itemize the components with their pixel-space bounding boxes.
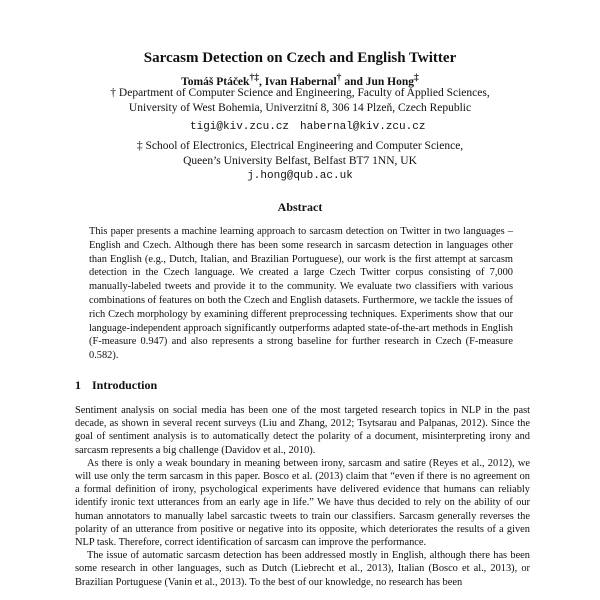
author-affiliation-mark: ‡ — [414, 72, 419, 83]
email-address: habernal@kiv.zcu.cz — [300, 121, 426, 133]
affiliation-1-line-2: University of West Bohemia, Univerzitní 8, 306 14 Plzeň, Czech Republic — [128, 102, 472, 114]
author-name: Jun Hong — [365, 75, 415, 88]
body-paragraph: The issue of automatic sarcasm detection has been addressed mostly in English, although there has been some research in other languages, such as Dutch (Liebrecht et al., 2013), Italian (Bosco et al., 2013), or Brazilian Portuguese (Vanin et al., 2013). To the best of our knowledge, no research has been — [75, 550, 530, 588]
body-paragraph: As there is only a weak boundary in meaning between irony, sarcasm and satire (Reyes et al., 2012), we will use only the term sarcasm in this paper. Bosco et al. (2013) claim that “even if there is no agreement on a formal definition of irony, psychological experiments have delivered evidence that humans can reliably identify ironic text utterances from an early age in life.” We have thus decided to rely on the ability of our human annotators to manually label sarcastic tweets to train our classifiers. Sarcasm generally reverses the polarity of an utterance from positive or negative into its opposite, which deteriorates the results of a given NLP task. Therefore, correct identification of sarcasm can improve the performance. — [75, 457, 530, 549]
abstract-text: This paper presents a machine learning approach to sarcasm detection on Twitter in two languages – English and Czech. Although there has been some research in sarcasm detection in languages other than English (e.g., Dutch, Italian, and Brazilian Portuguese), our work is the first attempt at sarcasm detection in the Czech language. We created a large Czech Twitter corpus consisting of 7,000 manually-labeled tweets and provide it to the community. We evaluate two classifiers with various combinations of features on both the Czech and English datasets. Furthermore, we tackle the issues of rich Czech morphology by examining different preprocessing techniques. Experiments show that our language-independent approach significantly outperforms adapted state-of-the-art methods in English (F-measure 0.947) and also represents a strong baseline for further research in Czech (F-measure 0.582). — [89, 226, 513, 362]
author-name: Ivan Habernal — [264, 75, 337, 88]
author-separator: and — [341, 75, 366, 88]
abstract-body — [89, 225, 513, 363]
email-address: j.hong@qub.ac.uk — [247, 170, 353, 182]
section-number: 1 — [75, 378, 81, 392]
author-name: Tomáš Ptáček — [181, 75, 250, 88]
author-affiliation-mark: † — [336, 72, 342, 83]
section-title: Introduction — [92, 378, 158, 392]
author-separator: , — [259, 75, 265, 88]
section-heading — [75, 378, 157, 392]
body-paragraph: Sentiment analysis on social media has been one of the most targeted research topics in NLP in the past decade, as shown in several recent surveys (Liu and Zhang, 2012; Tsytsarau and Palpanas, 2012). Since the goal of sentiment analysis is to automatically detect the polarity of a document, misinterpreting irony and sarcasm represents a big challenge (Davidov et al., 2010). — [75, 405, 530, 456]
affiliation-1-line-1: † Department of Computer Science and Engineering, Faculty of Applied Sciences, — [110, 87, 490, 99]
affiliation-2-line-1: ‡ School of Electronics, Electrical Engineering and Computer Science, — [136, 140, 464, 152]
affiliation-2-line-2: Queen’s University Belfast, Belfast BT7 1NN, UK — [183, 155, 417, 167]
paper-title: Sarcasm Detection on Czech and English Twitter — [143, 50, 457, 66]
author-affiliation-mark: †‡ — [249, 72, 260, 83]
section-body — [75, 404, 530, 589]
email-address: tigi@kiv.zcu.cz — [190, 121, 290, 133]
abstract-heading: Abstract — [277, 200, 323, 214]
